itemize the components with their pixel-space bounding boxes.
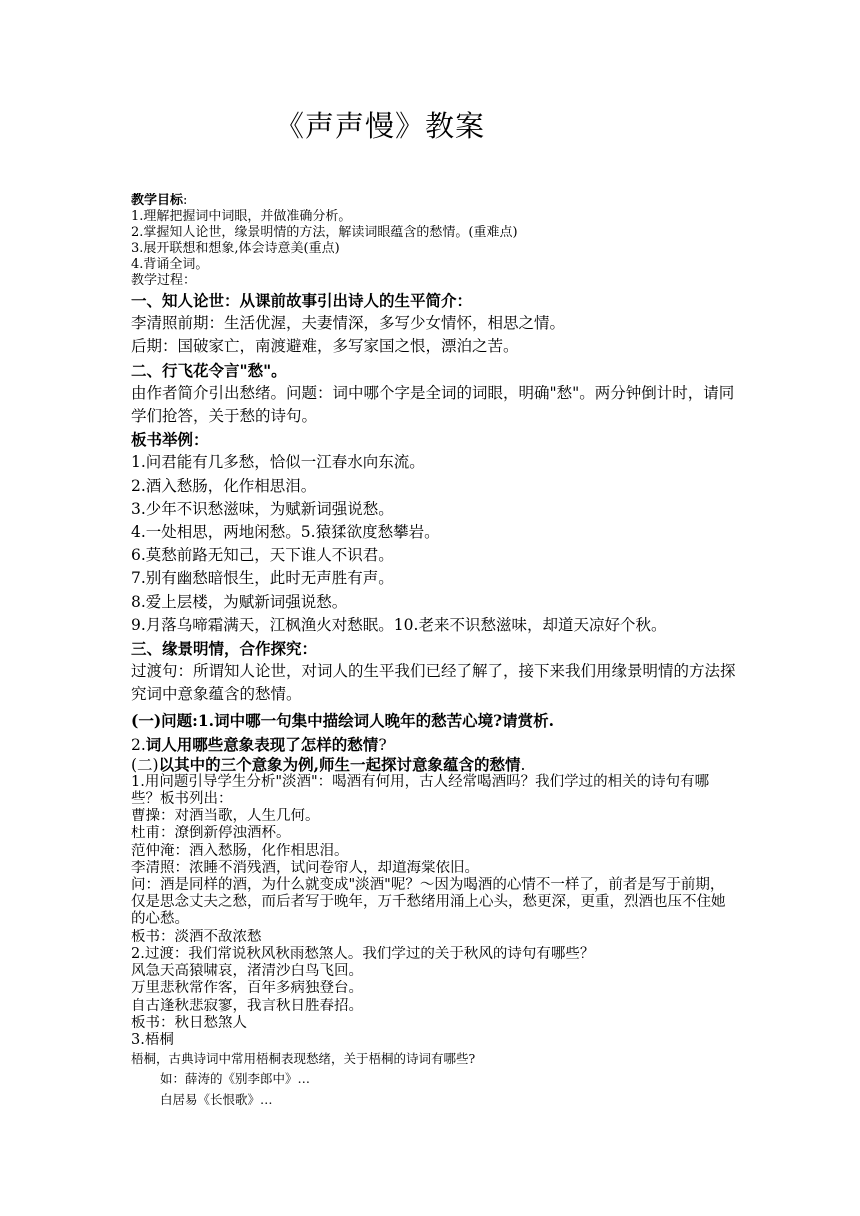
poem-example: 3.少年不识愁滋味，为赋新词强说愁。 [131,499,394,518]
objectives-label: 教学目标 [131,193,184,208]
question-2-mark: ? [378,735,387,754]
wine-poem: 范仲淹：酒入愁肠，化作相思泪。 [131,842,349,859]
section3-transition: 过渡句：所谓知人论世，对词人的生平我们已经了解了，接下来我们用缘景明情的方法探究词中意象蕴含的愁情。 [131,662,736,704]
part-2-heading [131,756,736,774]
teaching-process-label: 教学过程： [131,273,197,288]
part-2-dot: . [520,755,526,774]
tree-example: 白居易《长恨歌》… [160,1092,273,1108]
document-title: 《声声慢》教案 [274,109,485,143]
wine-question: 问：酒是同样的酒，为什么就变成"淡酒"呢？～因为喝酒的心情不一样了，前者是写于前期，仅是思念丈夫之愁，而后者写于晚年，万千愁绪用涌上心头，愁更深，更重，烈酒也压不住她的心愁。 [131,877,726,928]
objective-item: 4.背诵全词。 [131,257,209,272]
tree-intro: 梧桐，古典诗词中常用梧桐表现愁绪，关于梧桐的诗词有哪些? [131,1051,476,1067]
poem-example: 6.莫愁前路无知己，天下谁人不识君。 [131,546,394,565]
wind-poem: 自古逢秋悲寂寥，我言秋日胜春招。 [131,997,363,1014]
part-2-prefix: (二) [131,755,159,774]
section2-intro: 由作者简介引出愁绪。问题：词中哪个字是全词的词眼，明确"愁"。两分钟倒计时，请同学们抢答，关于愁的诗句。 [131,383,735,426]
poem-example: 8.爱上层楼，为赋新词强说愁。 [131,592,348,611]
wine-poem: 杜甫：潦倒新停浊酒杯。 [131,825,291,842]
wine-poem: 李清照：浓睡不消残酒，试问卷帘人，却道海棠依旧。 [131,859,479,876]
objective-item: 2.掌握知人论世，缘景明情的方法，解读词眼蕴含的愁情。(重难点) [131,225,518,240]
question-1: (一)问题:1.词中哪一句集中描绘词人晚年的愁苦心境?请赏析. [131,710,555,730]
section2-heading: 二、行飞花令言"愁"。 [131,360,287,380]
section1-line: 李清照前期：生活优渥，夫妻情深，多写少女情怀，相思之情。 [131,314,566,333]
board-examples-label: 板书举例： [131,430,209,450]
wine-poem: 曹操：对酒当歌，人生几何。 [131,808,320,825]
section3-heading: 三、缘景明情，合作探究： [131,639,318,659]
section1-line: 后期：国破家亡，南渡避难，多写家国之恨，漂泊之苦。 [131,337,519,356]
poem-example: 9.月落乌啼霜满天，江枫渔火对愁眠。10.老来不识愁滋味，却道天凉好个秋。 [131,615,667,634]
objective-item: 1.理解把握词中词眼，并做准确分析。 [131,209,352,224]
objectives-heading [131,193,736,209]
poem-example: 2.酒入愁肠，化作相思泪。 [131,476,317,495]
tree-heading: 3.梧桐 [131,1031,174,1048]
question-2-text: 词人用哪些意象表现了怎样的愁情 [145,734,379,754]
section1-heading: 一、知人论世：从课前故事引出诗人的生平简介： [131,291,473,310]
document-body [131,193,736,1110]
wind-board-note: 板书：秋日愁煞人 [131,1014,247,1031]
wind-intro: 2.过渡：我们常说秋风秋雨愁煞人。我们学过的关于秋风的诗句有哪些？ [131,945,595,962]
wind-poem: 风急天高猿啸哀，渚清沙白鸟飞回。 [131,963,363,980]
question-2-number: 2. [131,735,146,754]
tree-example: 如：薛涛的《别李郎中》… [160,1071,311,1087]
part-2-text: 以其中的三个意象为例,师生一起探讨意象蕴含的愁情 [158,755,521,774]
poem-example: 1.问君能有几多愁，恰似一江春水向东流。 [131,453,425,472]
poem-example: 7.别有幽愁暗恨生，此时无声胜有声。 [131,569,394,588]
objectives-colon: : [183,193,188,208]
objective-item: 3.展开联想和想象,体会诗意美(重点) [131,241,340,256]
wind-poem: 万里悲秋常作客，百年多病独登台。 [131,980,363,997]
question-2 [131,734,736,756]
wine-board-note: 板书：淡酒不敌浓愁 [131,928,262,945]
poem-example: 4.一处相思，两地闲愁。5.猿猱欲度愁攀岩。 [131,523,440,542]
wine-intro: 1.用问题引导学生分析"淡酒"：喝酒有何用，古人经常喝酒吗？我们学过的相关的诗句有哪些？板书列出： [131,773,710,808]
